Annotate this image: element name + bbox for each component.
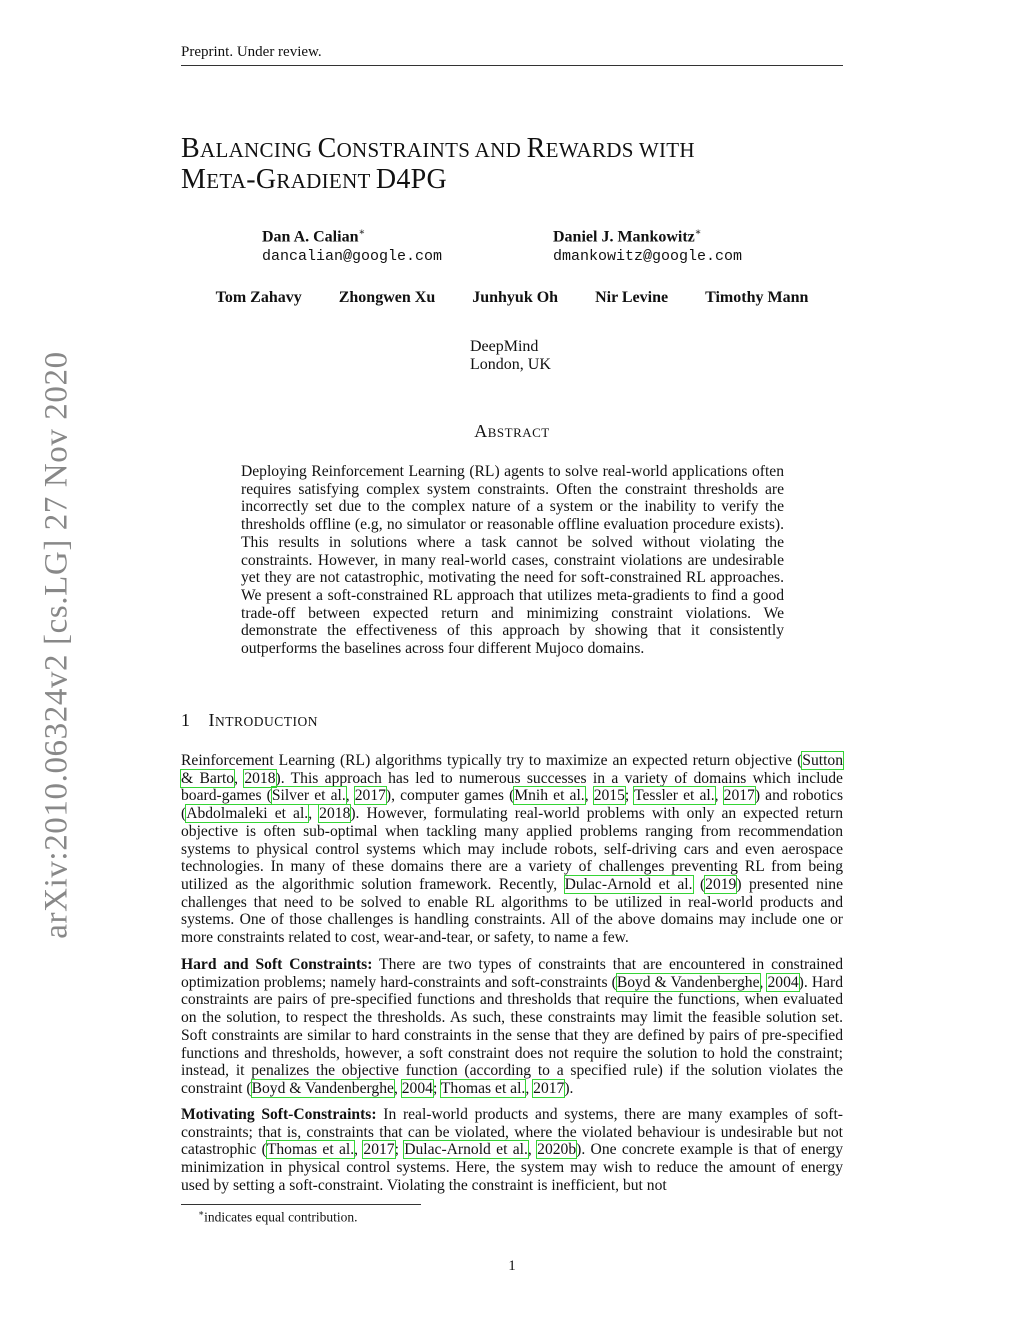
page-number: 1	[508, 1258, 516, 1274]
author-name: Dan A. Calian∗	[262, 227, 366, 246]
citation-link[interactable]: Mnih et al.	[514, 787, 585, 805]
author-name: Timothy Mann	[705, 289, 809, 306]
title-cap: C	[317, 133, 337, 164]
citation-link[interactable]: Tessler et al.	[634, 787, 715, 805]
footnote-rule	[181, 1204, 421, 1205]
author-name: Zhongwen Xu	[338, 289, 436, 306]
affiliation	[470, 338, 551, 374]
citation-link[interactable]: 2018	[319, 805, 351, 823]
arxiv-stamp: arXiv:2010.06324v2 [cs.LG] 27 Nov 2020	[38, 351, 75, 939]
affiliation-location: London, UK	[470, 356, 551, 373]
author-email[interactable]: dancalian@google.com	[262, 248, 443, 266]
paragraph-runin-heading: Motivating Soft-Constraints:	[181, 1106, 377, 1123]
author-email[interactable]: dmankowitz@google.com	[553, 248, 743, 266]
author-block-calian	[262, 227, 442, 265]
paragraph-hard-soft-constraints: Hard and Soft Constraints: There are two types of constraints that are encountered in constrained optimization problems; namely hard-constraints and soft-constraints (Boyd & Vandenberghe, 2004). Hard constraints are pairs of pre-specified functions and thresholds that require the functions, when evaluated on the solution, to respect the thresholds. As such, these constraints may limit the feasible solution set. Soft constraints are similar to hard constraints in the sense that they are defined by pairs of pre-specified functions and thresholds, however, a soft constraint does not require the solution to hold the constraint; instead, it penalizes the objective function (according to a specified rule) if the solution violates the constraint (Boyd & Vandenberghe, 2004; Thomas et al., 2017).	[181, 956, 843, 1097]
title-cap: R	[526, 133, 546, 164]
paragraph-introduction: Reinforcement Learning (RL) algorithms typically try to maximize an expected return objective (Sutton & Barto, 2018). This approach has led to numerous successes in a variety of domains which include board-games (Silver et al., 2017), computer games (Mnih et al., 2015; Tessler et al., 2017) and robotics (Abdolmaleki et al., 2018). However, formulating real-world problems with only an expected return objective is often sub-optimal when tackling many applied problems ranging from recommendation systems to physical control systems which may include robots, self-driving cars and even aerospace technologies. In many of these domains there are a variety of challenges preventing RL from being utilized as the algorithmic solution framework. Recently, Dulac-Arnold et al. (2019) presented nine challenges that need to be solved to enable RL algorithms to be utilized in real-world products and systems. One of those challenges is handling constraints. All of the above domains may include one or more constraints related to cost, wear-and-tear, or safety, to name a few.	[181, 752, 844, 947]
citation-link[interactable]: 2017	[354, 787, 386, 805]
paper-title	[181, 134, 861, 196]
section-heading-introduction: 1 INTRODUCTION	[181, 710, 318, 730]
title-smallcaps: ONSTRAINTS AND	[336, 138, 527, 162]
author-name: Tom Zahavy	[215, 289, 302, 306]
title-line-1	[181, 134, 861, 165]
citation-link[interactable]: Abdolmaleki et al.	[186, 805, 309, 823]
citation-link[interactable]: 2019	[705, 875, 737, 893]
author-name: Daniel J. Mankowitz∗	[553, 227, 702, 246]
title-smallcaps: ETA	[206, 169, 247, 193]
author-name: Nir Levine	[595, 289, 669, 306]
citation-link[interactable]: 2015	[593, 787, 625, 805]
title-cap: -G	[246, 164, 277, 195]
citation-link[interactable]: Thomas et al.	[266, 1141, 355, 1159]
citation-link[interactable]: 2017	[363, 1141, 395, 1159]
citation-link[interactable]: Boyd & Vandenberghe	[616, 973, 760, 991]
citation-link[interactable]: 2017	[723, 787, 755, 805]
footnote: ∗indicates equal contribution.	[198, 1208, 358, 1225]
citation-link[interactable]: Dulac-Arnold et al.	[564, 875, 693, 893]
title-smallcaps: RADIENT	[276, 169, 376, 193]
paragraph-runin-heading: Hard and Soft Constraints:	[181, 956, 373, 973]
title-cap: B	[181, 133, 200, 164]
author-name: Junhyuk Oh	[472, 289, 559, 306]
title-line-2	[181, 165, 861, 196]
paragraph-motivating-soft-constraints: Motivating Soft-Constraints: In real-world products and systems, there are many examples of soft-constraints; that is, constraints that can be violated, where the violated behaviour is undesirable but not catastrophic (Thomas et al., 2017; Dulac-Arnold et al., 2020b). One concrete example is that of energy minimization in physical control systems. Here, the system may wish to reduce the amount of energy used by setting a soft-constraint. Violating the constraint is inefficient, but not	[181, 1106, 844, 1194]
citation-link[interactable]: 2020b	[537, 1141, 577, 1159]
title-smallcaps: ALANCING	[199, 138, 318, 162]
citation-link[interactable]: Silver et al.	[271, 787, 346, 805]
header-rule	[181, 65, 843, 66]
citation-link[interactable]: Boyd & Vandenberghe	[251, 1079, 394, 1097]
abstract-text: Deploying Reinforcement Learning (RL) agents to solve real-world applications often requires satisfying complex system constraints. Often the constraint thresholds are incorrectly set due to the complex nature of a system or the inability to verify the thresholds offline (e.g, no simulator or reasonable offline evaluation procedure exists). This results in solutions where a task cannot be solved without violating the constraints. However, in many real-world cases, constraint violations are undesirable yet they are not catastrophic, motivating the need for soft-constrained RL approaches. We present a soft-constrained RL approach that utilizes meta-gradients to find a good trade-off between expected return and minimizing constraint violations. We demonstrate the effectiveness of this approach by showing that it consistently outperforms the baselines across four different Mujoco domains.	[241, 463, 784, 658]
citation-link[interactable]: Dulac-Arnold et al.	[404, 1141, 528, 1159]
title-cap: D4PG	[375, 164, 448, 195]
affiliation-org: DeepMind	[470, 338, 539, 355]
author-list	[181, 289, 843, 307]
citation-link[interactable]: 2004	[767, 973, 799, 991]
title-cap: M	[181, 164, 207, 195]
abstract-heading: ABSTRACT	[474, 421, 550, 441]
citation-link[interactable]: 2018	[244, 769, 276, 787]
citation-link[interactable]: 2004	[401, 1079, 433, 1097]
title-smallcaps: EWARDS WITH	[545, 138, 695, 162]
citation-link[interactable]: 2017	[533, 1079, 565, 1097]
running-header: Preprint. Under review.	[181, 44, 322, 60]
citation-link[interactable]: Thomas et al.	[440, 1079, 526, 1097]
citation-link[interactable]: Sutton & Barto	[181, 752, 843, 787]
author-block-mankowitz	[553, 227, 742, 265]
